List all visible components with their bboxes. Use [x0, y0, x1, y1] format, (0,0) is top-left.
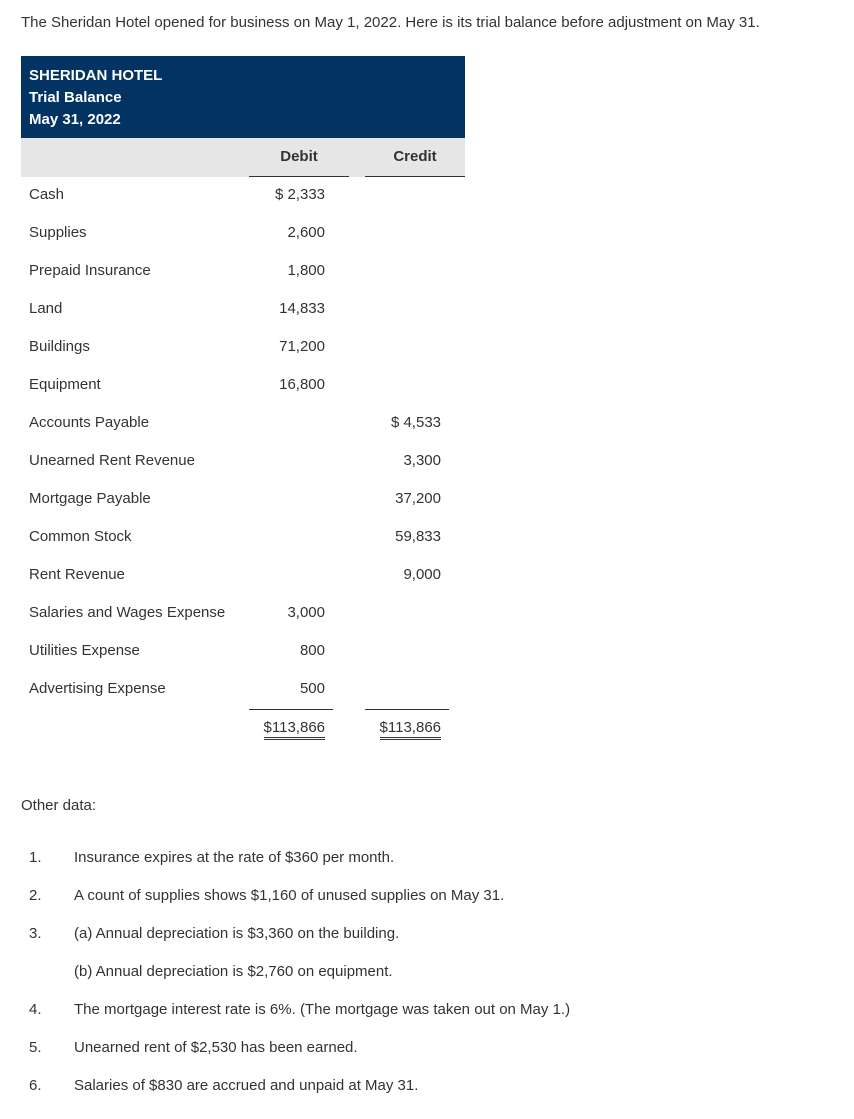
credit-amount: $ 4,533 — [390, 414, 441, 431]
account-name: Salaries and Wages Expense — [29, 604, 226, 621]
list-number: 6. — [29, 1077, 42, 1094]
debit-amount: 71,200 — [279, 338, 325, 355]
credit-amount: 9,000 — [403, 566, 441, 583]
debit-amount: 16,800 — [279, 376, 325, 393]
debit-amount: 800 — [299, 642, 325, 659]
statement-title: Trial Balance — [29, 89, 122, 106]
list-item-text: A count of supplies shows $1,160 of unused supplies on May 31. — [74, 887, 505, 904]
credit-sum-rule — [365, 709, 449, 710]
account-name: Prepaid Insurance — [29, 262, 151, 279]
account-name: Mortgage Payable — [29, 490, 151, 507]
credit-header-rule — [365, 176, 465, 177]
account-name: Equipment — [29, 376, 101, 393]
account-name: Cash — [29, 186, 65, 203]
list-item-text: Salaries of $830 are accrued and unpaid at May 31. — [74, 1077, 419, 1094]
credit-amount: 59,833 — [395, 528, 441, 545]
debit-amount: $ 2,333 — [274, 186, 325, 203]
debit-amount: 1,800 — [287, 262, 325, 279]
credit-column-header: Credit — [393, 148, 437, 165]
account-name: Unearned Rent Revenue — [29, 452, 195, 469]
list-item-text: (b) Annual depreciation is $2,760 on equipment. — [74, 963, 393, 980]
statement-date: May 31, 2022 — [29, 111, 121, 128]
list-number: 2. — [29, 887, 42, 904]
list-number: 5. — [29, 1039, 42, 1056]
debit-amount: 3,000 — [287, 604, 325, 621]
account-name: Buildings — [29, 338, 90, 355]
account-name: Land — [29, 300, 63, 317]
credit-amount: 37,200 — [395, 490, 441, 507]
credit-amount: 3,300 — [403, 452, 441, 469]
account-name: Utilities Expense — [29, 642, 140, 659]
trial-balance-header — [21, 56, 465, 138]
list-item-text: Unearned rent of $2,530 has been earned. — [74, 1039, 358, 1056]
account-name: Supplies — [29, 224, 87, 241]
problem-intro: The Sheridan Hotel opened for business on May 1, 2022. Here is its trial balance before adjustment on May 31. — [21, 14, 760, 31]
debit-column-header: Debit — [280, 148, 318, 165]
debit-amount: 500 — [299, 680, 325, 697]
list-item-text: Insurance expires at the rate of $360 per month. — [74, 849, 395, 866]
account-name: Accounts Payable — [29, 414, 150, 431]
list-item-text: The mortgage interest rate is 6%. (The mortgage was taken out on May 1.) — [74, 1001, 571, 1018]
debit-header-rule — [249, 176, 349, 177]
list-number: 4. — [29, 1001, 42, 1018]
debit-amount: 2,600 — [287, 224, 325, 241]
credit-total: $113,866 — [365, 719, 441, 736]
list-item-text: (a) Annual depreciation is $3,360 on the building. — [74, 925, 400, 942]
list-number: 3. — [29, 925, 42, 942]
debit-sum-rule — [249, 709, 333, 710]
account-name: Advertising Expense — [29, 680, 166, 697]
debit-amount: 14,833 — [279, 300, 325, 317]
account-name: Common Stock — [29, 528, 132, 545]
account-name: Rent Revenue — [29, 566, 125, 583]
company-name: SHERIDAN HOTEL — [29, 67, 163, 84]
list-number: 1. — [29, 849, 42, 866]
debit-total: $113,866 — [249, 719, 325, 736]
other-data-label: Other data: — [21, 797, 97, 814]
